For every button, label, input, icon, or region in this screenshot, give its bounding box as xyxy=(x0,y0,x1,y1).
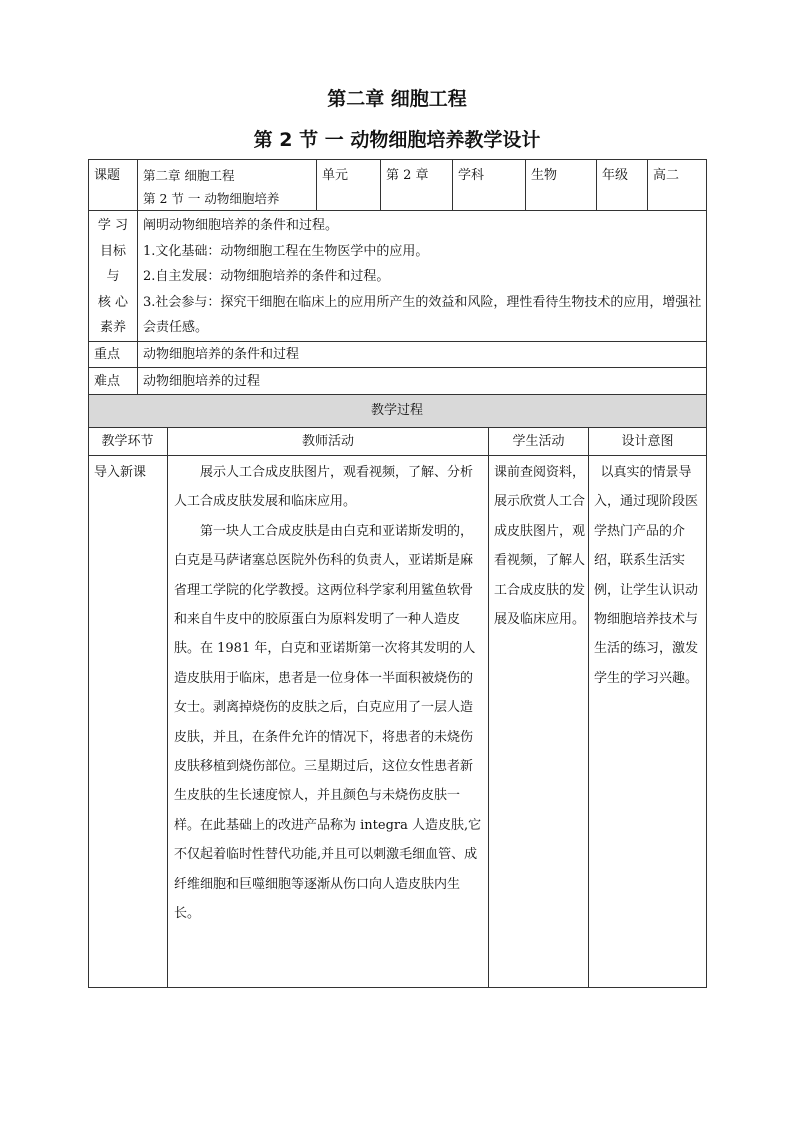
col-student-header: 学生活动 xyxy=(512,434,565,449)
goals-content xyxy=(143,213,703,341)
design-intent xyxy=(594,458,702,693)
vline xyxy=(588,427,589,987)
topic-label: 课题 xyxy=(94,168,121,183)
goals-label-part: 学 习 xyxy=(97,218,129,233)
goals-label-part: 核 心 xyxy=(97,294,129,310)
vline xyxy=(137,159,138,394)
unit-label: 单元 xyxy=(322,168,349,183)
document-subtitle: 第 2 节 一 动物细胞培养教学设计 xyxy=(253,129,541,151)
difficulty-value: 动物细胞培养的过程 xyxy=(143,374,261,389)
teacher-activity xyxy=(174,458,484,929)
vline xyxy=(706,159,707,988)
difficulty-label: 难点 xyxy=(94,374,121,389)
unit-value: 第 2 章 xyxy=(386,168,429,183)
process-heading: 教学过程 xyxy=(370,403,423,418)
grade-value: 高二 xyxy=(653,168,680,183)
hline xyxy=(88,394,707,395)
stage-cell: 导入新课 xyxy=(94,465,147,480)
teacher-paragraph: 展示人工合成皮肤图片，观看视频，了解、分析人工合成皮肤发展和临床应用。 xyxy=(174,465,474,510)
col-design-header: 设计意图 xyxy=(621,434,674,449)
hline xyxy=(88,987,707,988)
goal-line: 1.文化基础：动物细胞工程在生物医学中的应用。 xyxy=(143,243,429,259)
document-title: 第二章 细胞工程 xyxy=(327,88,467,110)
student-activity: 课前查阅资料，展示欣赏人工合成皮肤图片，观看视频，了解人工合成皮肤的发展及临床应用。 xyxy=(494,465,586,628)
goals-label-part: 目标 xyxy=(99,243,126,259)
col-teacher-header: 教师活动 xyxy=(301,434,354,449)
key-point-label: 重点 xyxy=(94,347,121,362)
teacher-paragraph: 第一块人工合成皮肤是由白克和亚诺斯发明的，白克是马萨诸塞总医院外伤科的负责人，亚诺斯是麻省理工学院的化学教授。这两位科学家利用鲨鱼软骨和来自牛皮中的胶原蛋白为原料发明了一种人造皮肤。在 1981 年，白克和亚诺斯第一次将其发明的人造皮肤用于临床，患者是一位身体一半面积被烧伤的女士。剥离掉烧伤的皮肤之后，白克应用了一层人造皮肤，并且，在条件允许的情况下，将患者的未烧伤皮肤移植到烧伤部位。三星期过后，这位女性患者新生皮肤的生长速度惊人，并且颜色与未烧伤皮肤一样。在此基础上的改进产品称为 integra 人造皮肤,它不仅起着临时性替代功能,并且可以刺激毛细血管、成纤维细胞和巨噬细胞等逐渐从伤口向人造皮肤内生长。 xyxy=(174,523,482,922)
vline xyxy=(488,427,489,987)
design-paragraph: 以真实的情景导入，通过现阶段医学热门产品的介绍，联系生活实例，让学生认识动物细胞培养技术与生活的练习，激发学生的学习兴趣。 xyxy=(594,465,699,686)
grade-label: 年级 xyxy=(602,168,629,183)
hline xyxy=(88,159,707,160)
hline xyxy=(88,455,707,456)
subject-value: 生物 xyxy=(531,168,558,183)
vline xyxy=(167,427,168,987)
col-stage-header: 教学环节 xyxy=(101,434,154,449)
vline xyxy=(316,159,317,210)
vline xyxy=(380,159,381,210)
goals-label-part: 素养 xyxy=(99,320,126,335)
key-point-value: 动物细胞培养的条件和过程 xyxy=(143,347,300,362)
goals-label-part: 与 xyxy=(106,269,120,284)
vline xyxy=(452,159,453,210)
vline xyxy=(647,159,648,210)
vline xyxy=(596,159,597,210)
vline xyxy=(525,159,526,210)
goals-label xyxy=(89,213,137,341)
goal-line: 2.自主发展：动物细胞培养的条件和过程。 xyxy=(143,269,390,284)
hline xyxy=(88,427,707,428)
goal-line: 阐明动物细胞培养的条件和过程。 xyxy=(143,218,339,233)
subject-label: 学科 xyxy=(458,168,485,183)
goal-line: 3.社会参与：探究干细胞在临床上的应用所产生的效益和风险，理性看待生物技术的应用，增强社会责任感。 xyxy=(143,294,702,335)
hline xyxy=(88,367,707,368)
topic-line2: 第 2 节 一 动物细胞培养 xyxy=(143,191,280,206)
topic-line1: 第二章 细胞工程 xyxy=(143,168,235,183)
